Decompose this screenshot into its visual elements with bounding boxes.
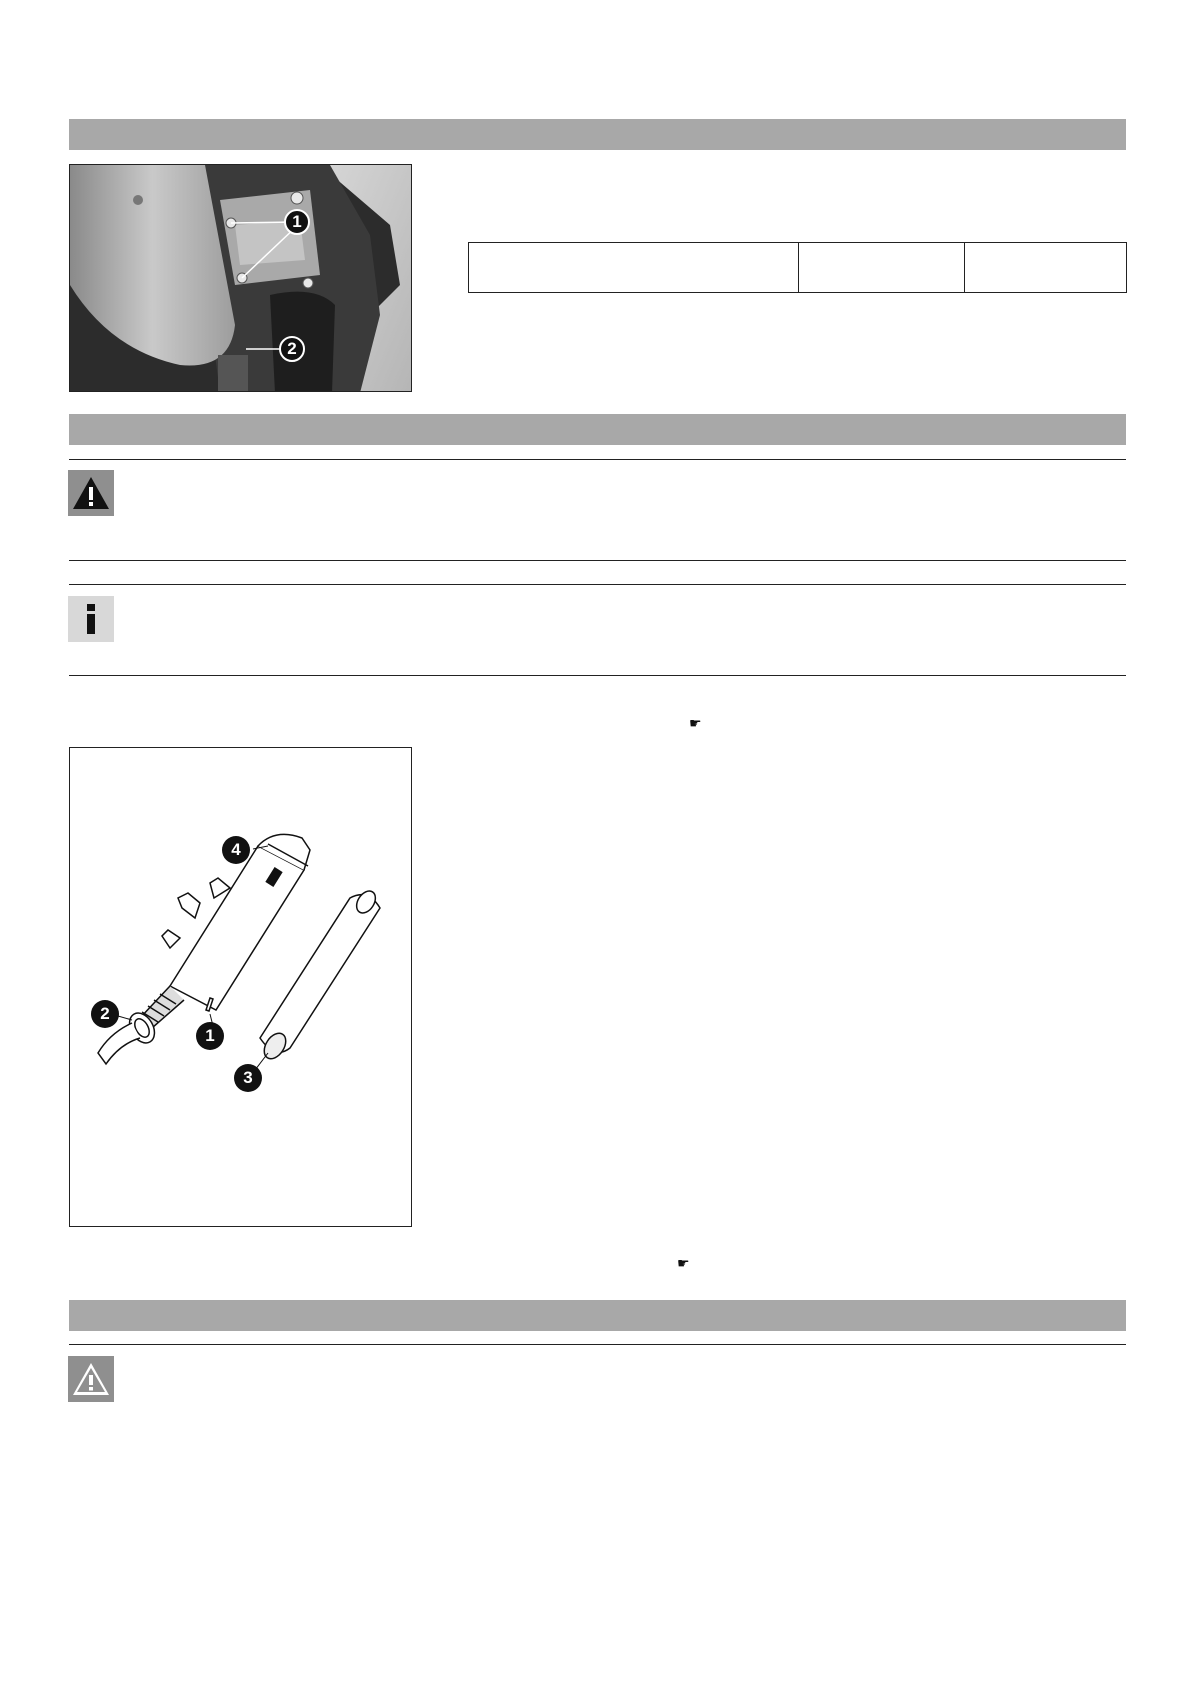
warning-2-top-rule bbox=[69, 1344, 1126, 1345]
photo-exhaust-mounting-illustration bbox=[70, 165, 412, 392]
photo-exhaust-mounting bbox=[69, 164, 412, 392]
callout-1: 1 bbox=[196, 1022, 224, 1050]
callout-2: 2 bbox=[279, 336, 305, 362]
spec-cell-2 bbox=[799, 243, 965, 293]
warning-top-rule bbox=[69, 459, 1126, 460]
spec-cell-1 bbox=[469, 243, 799, 293]
section-header-bar-1 bbox=[69, 119, 1126, 150]
section-header-bar-3 bbox=[69, 1300, 1126, 1331]
warning-bottom-rule bbox=[69, 560, 1126, 561]
spec-cell-3 bbox=[965, 243, 1127, 293]
pointer-hand-icon-2: ☛ bbox=[677, 1255, 690, 1271]
pointer-hand-icon-1: ☛ bbox=[689, 715, 702, 731]
info-bottom-rule bbox=[69, 675, 1126, 676]
spec-table bbox=[468, 242, 1127, 293]
callout-4: 4 bbox=[222, 836, 250, 864]
section-header-bar-2 bbox=[69, 414, 1126, 445]
figure-silencer-exploded bbox=[69, 747, 412, 1227]
callout-1: 1 bbox=[284, 209, 310, 235]
figure-silencer-exploded-drawing bbox=[70, 748, 412, 1227]
info-i-icon bbox=[68, 596, 114, 642]
table-row bbox=[469, 243, 1127, 293]
warning-triangle-icon-2 bbox=[68, 1356, 114, 1402]
warning-triangle-icon bbox=[68, 470, 114, 516]
callout-3: 3 bbox=[234, 1064, 262, 1092]
info-top-rule bbox=[69, 584, 1126, 585]
callout-2: 2 bbox=[91, 1000, 119, 1028]
